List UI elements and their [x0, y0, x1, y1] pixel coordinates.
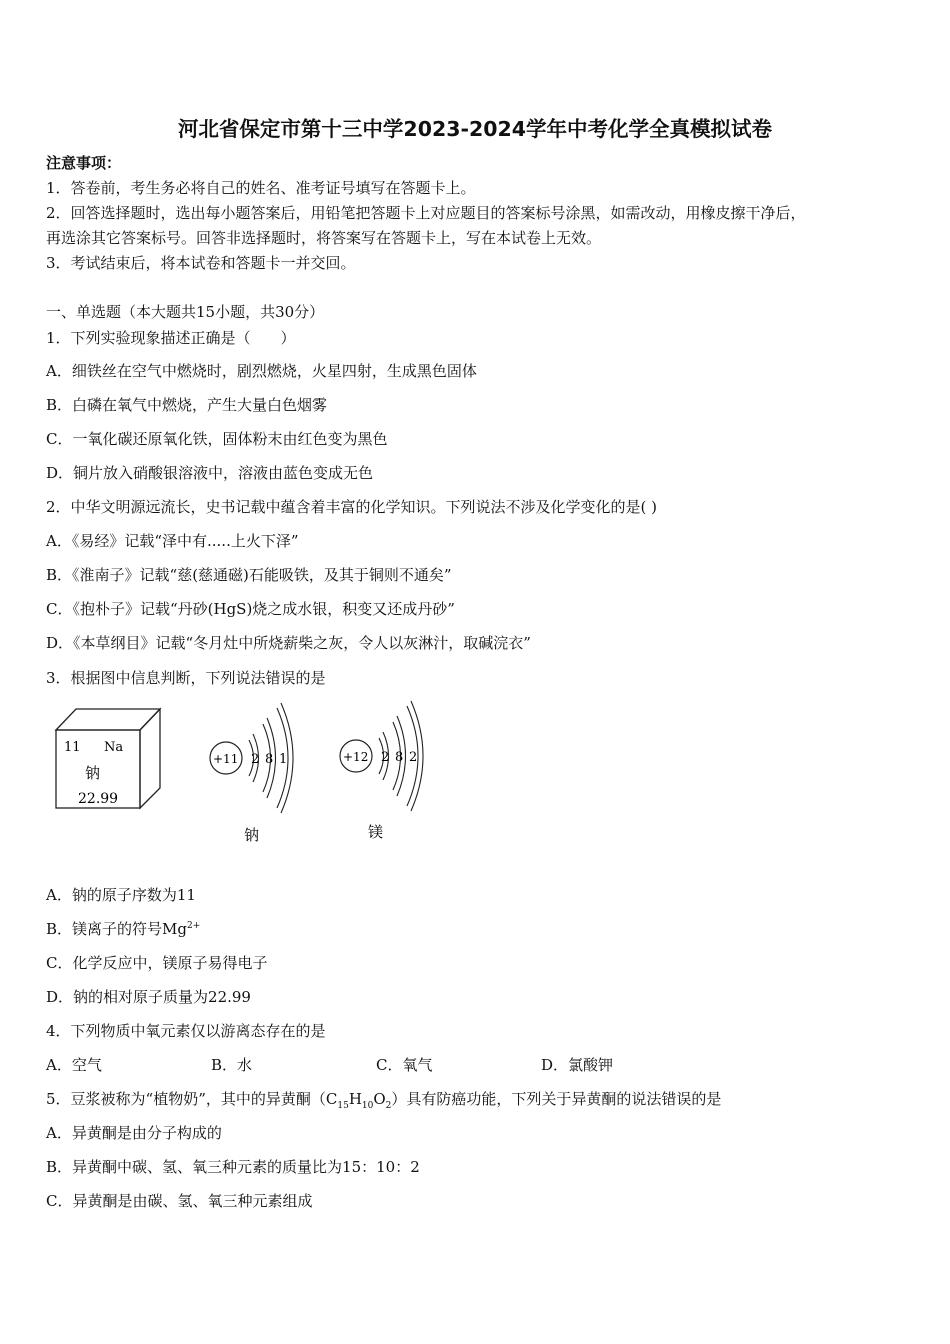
magnesium-nucleus: +12 — [343, 750, 369, 764]
magnesium-shell-1: 2 — [381, 750, 390, 765]
q5-stem-part: ）具有防癌功能，下列关于异黄酮的说法错误的是 — [391, 1090, 722, 1108]
magnesium-shell-2: 8 — [395, 750, 404, 765]
question-3-option-c: C．化学反应中，镁原子易得电子 — [46, 954, 268, 972]
question-5-option-b: B．异黄酮中碳、氢、氧三种元素的质量比为15：10：2 — [46, 1158, 420, 1176]
section-heading: 一、单选题（本大题共15小题，共30分） — [46, 303, 325, 321]
q5-stem-part: O — [373, 1090, 386, 1108]
question-4-option-b: B．水 — [211, 1056, 253, 1074]
cell-atomic-number: 11 — [64, 740, 81, 755]
question-4-option-c: C．氧气 — [376, 1056, 433, 1074]
cell-mass: 22.99 — [78, 791, 119, 807]
q5-subscript: 2 — [385, 1101, 392, 1111]
question-1-option-a: A．细铁丝在空气中燃烧时，剧烈燃烧，火星四射，生成黑色固体 — [46, 362, 477, 380]
question-2-option-c: C．《抱朴子》记载“丹砂(HgS)烧之成水银，积变又还成丹砂” — [46, 600, 455, 618]
sodium-shell-3: 1 — [279, 752, 288, 767]
question-4-stem: 4．下列物质中氧元素仅以游离态存在的是 — [46, 1022, 326, 1040]
notice-item: 再选涂其它答案标号。回答非选择题时，将答案写在答题卡上，写在本试卷上无效。 — [46, 229, 602, 247]
q5-subscript: 15 — [337, 1101, 349, 1111]
cell-symbol: Na — [104, 740, 124, 755]
question-2-stem: 2．中华文明源远流长，史书记载中蕴含着丰富的化学知识。下列说法不涉及化学变化的是( ) — [46, 498, 658, 516]
option-b-charge: 2+ — [187, 921, 201, 931]
page-title: 河北省保定市第十三中学2023-2024学年中考化学全真模拟试卷 — [177, 117, 773, 141]
question-2-option-a: A．《易经》记载“泽中有.....上火下泽” — [46, 532, 299, 550]
q5-subscript: 10 — [361, 1101, 374, 1111]
q5-stem-part: H — [348, 1090, 362, 1108]
cell-name: 钠 — [85, 764, 101, 782]
question-5-option-c: C．异黄酮是由碳、氢、氧三种元素组成 — [46, 1192, 313, 1210]
question-4-option-a: A．空气 — [46, 1056, 102, 1074]
sodium-structure — [210, 703, 293, 844]
question-1-option-c: C．一氧化碳还原氧化铁，固体粉末由红色变为黑色 — [46, 430, 388, 448]
sodium-nucleus: +11 — [213, 752, 239, 766]
question-3-stem: 3．根据图中信息判断，下列说法错误的是 — [46, 669, 326, 687]
question-1-option-d: D．铜片放入硝酸银溶液中，溶液由蓝色变成无色 — [46, 464, 374, 482]
notice-item: 3．考试结束后，将本试卷和答题卡一并交回。 — [46, 254, 356, 272]
question-4-option-d: D．氯酸钾 — [541, 1056, 614, 1074]
element-cell — [56, 709, 160, 808]
magnesium-shell-3: 2 — [409, 750, 418, 765]
sodium-shell-2: 8 — [265, 752, 274, 767]
atom-structure-figure — [50, 700, 440, 860]
q5-stem-part: 5．豆浆被称为“植物奶”，其中的异黄酮（C — [46, 1090, 338, 1108]
sodium-shell-1: 2 — [251, 752, 260, 767]
question-3-option-d: D．钠的相对原子质量为22.99 — [46, 988, 251, 1006]
question-3-option-a: A．钠的原子序数为11 — [46, 886, 196, 904]
notice-item: 2．回答选择题时，选出每小题答案后，用铅笔把答题卡上对应题目的答案标号涂黑，如需改动，用橡皮擦干净后， — [46, 204, 806, 222]
question-5-option-a: A．异黄酮是由分子构成的 — [46, 1124, 222, 1142]
question-3-option-b — [46, 918, 200, 939]
magnesium-label: 镁 — [368, 823, 384, 841]
sodium-label: 钠 — [244, 826, 260, 844]
question-5-stem — [46, 1088, 721, 1111]
question-2-option-b: B．《淮南子》记载“慈(慈通磁)石能吸铁，及其于铜则不通矣” — [46, 566, 452, 584]
magnesium-structure — [340, 701, 423, 841]
option-b-text: B．镁离子的符号Mg — [46, 920, 187, 938]
question-1-option-b: B．白磷在氧气中燃烧，产生大量白色烟雾 — [46, 396, 328, 414]
notice-heading: 注意事项： — [46, 154, 122, 172]
question-1-stem: 1．下列实验现象描述正确是（ ） — [46, 329, 296, 347]
question-2-option-d: D．《本草纲目》记载“冬月灶中所烧薪柴之灰，令人以灰淋汁，取碱浣衣” — [46, 634, 531, 652]
notice-item: 1．答卷前，考生务必将自己的姓名、准考证号填写在答题卡上。 — [46, 179, 476, 197]
